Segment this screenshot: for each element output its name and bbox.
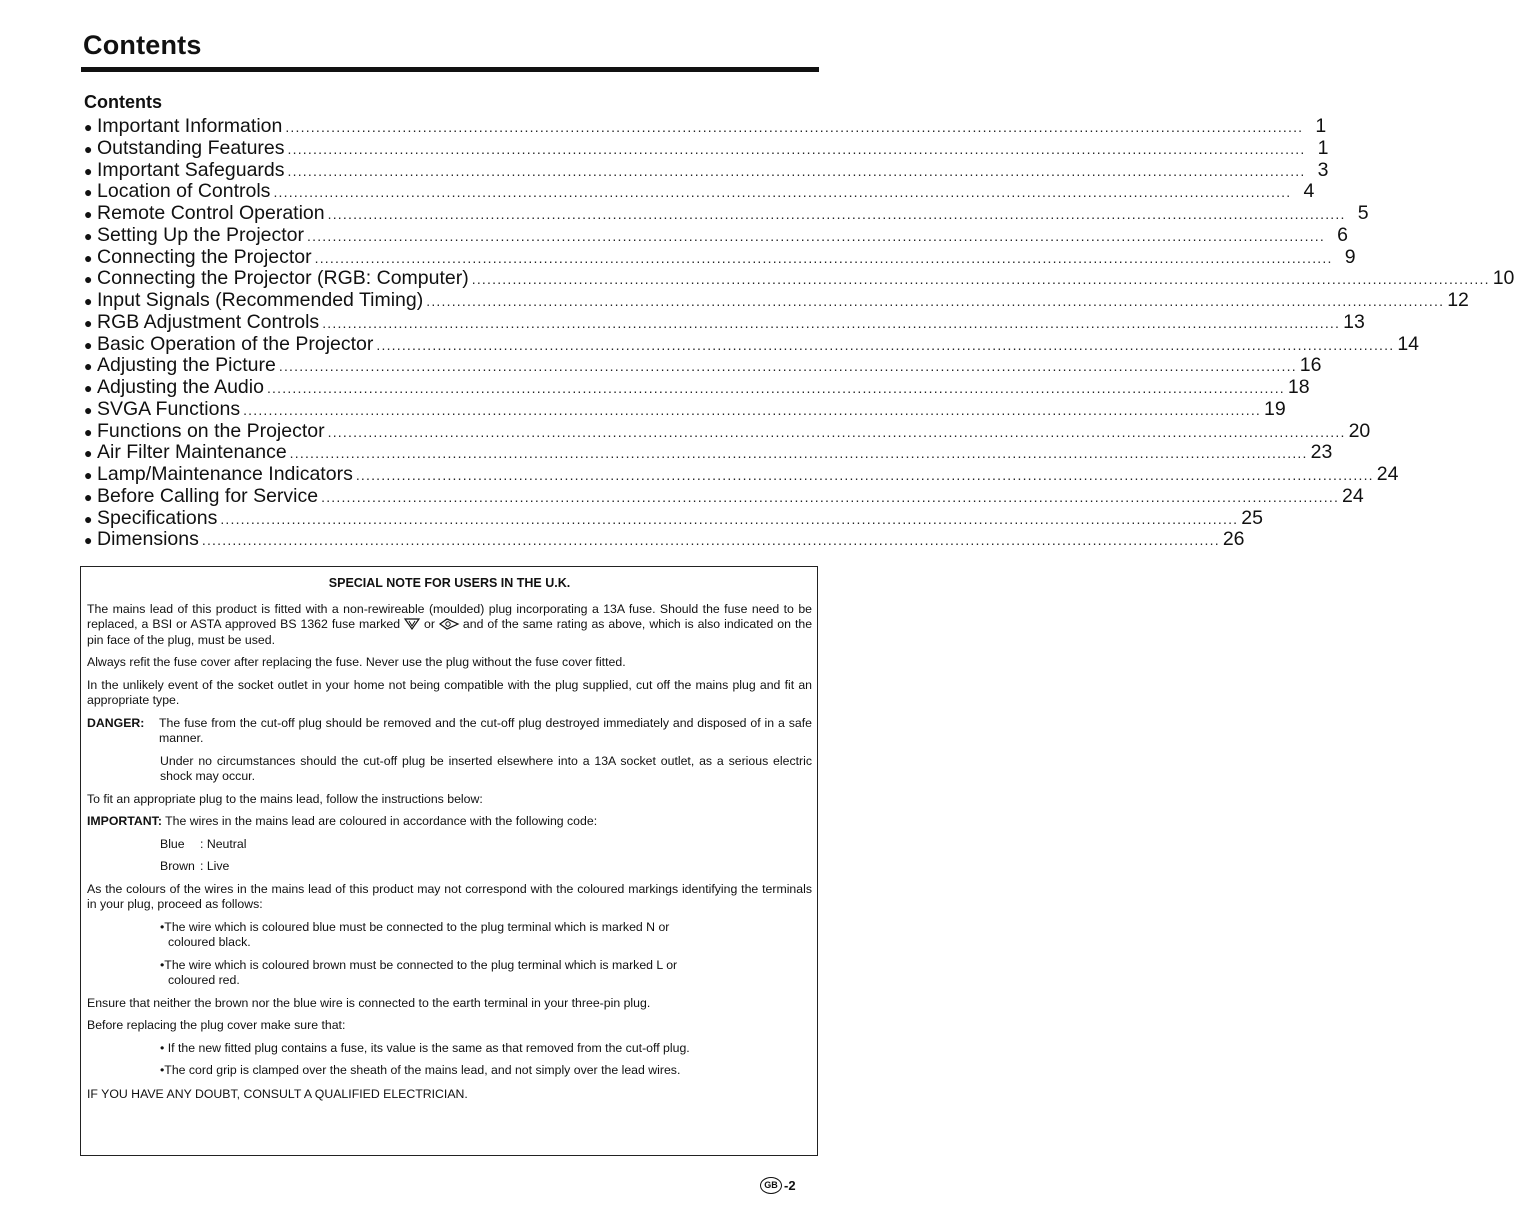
toc-entry-title: Important Safeguards xyxy=(97,158,285,181)
bullet-icon: ● xyxy=(84,314,93,331)
dot-leader: ........................................................................................................................................................................................................ xyxy=(266,380,1285,396)
danger-text-2: Under no circumstances should the cut-off plug be inserted elsewhere into a 13A socket outlet, as a serious electric shock may occur. xyxy=(160,753,812,783)
bullet-icon: ● xyxy=(84,445,93,462)
toc-entry-title: Air Filter Maintenance xyxy=(97,441,287,464)
toc-entry-page: 20 xyxy=(1348,419,1371,442)
dot-leader: ........................................................................................................................................................................................................ xyxy=(322,314,1341,331)
dot-leader: ........................................................................................................................................................................................................ xyxy=(327,423,1346,440)
note-paragraph: Always refit the fuse cover after replacing the fuse. Never use the plug without the fuse cover fitted. xyxy=(87,655,626,669)
dot-leader: ........................................................................................................................................................................................................ xyxy=(426,293,1445,309)
toc-entry-page: 13 xyxy=(1343,310,1365,333)
toc-entry-page: 12 xyxy=(1447,289,1469,311)
toc-entry xyxy=(84,245,1356,269)
toc-entry xyxy=(84,115,1327,138)
toc-entry-page: 26 xyxy=(1222,528,1245,551)
toc-entry-title: Connecting the Projector xyxy=(97,245,312,268)
toc-entry-title: Basic Operation of the Projector xyxy=(97,332,374,355)
dot-leader: ........................................................................................................................................................................................................ xyxy=(355,467,1374,483)
bullet-text: •The wire which is coloured brown must be connected to the plug terminal which is marked L or xyxy=(160,957,678,972)
bullet-text: coloured black. xyxy=(168,935,251,949)
toc-entry-title: Adjusting the Picture xyxy=(97,354,276,377)
dot-leader: ........................................................................................................................................................................................................ xyxy=(220,510,1239,527)
wire-code-brown xyxy=(87,859,812,875)
toc-entry xyxy=(84,136,1329,160)
dot-leader: ........................................................................................................................................................................................................ xyxy=(289,445,1308,462)
bullet-icon: ● xyxy=(84,467,93,483)
bullet-icon: ● xyxy=(84,532,93,549)
bullet-icon: ● xyxy=(84,119,93,135)
note-title: SPECIAL NOTE FOR USERS IN THE U.K. xyxy=(328,576,571,590)
bullet-icon: ● xyxy=(84,488,93,505)
toc-entry-title: Adjusting the Audio xyxy=(97,376,264,398)
toc-entry-title: Lamp/Maintenance Indicators xyxy=(97,463,353,485)
toc-entry-title: RGB Adjustment Controls xyxy=(97,310,320,333)
toc-entry xyxy=(84,463,1399,486)
note-final-warning: IF YOU HAVE ANY DOUBT, CONSULT A QUALIFIED ELECTRICIAN. xyxy=(87,1086,468,1101)
important-label: IMPORTANT: xyxy=(87,814,162,828)
dot-leader: ........................................................................................................................................................................................................ xyxy=(287,162,1306,179)
dot-leader: ........................................................................................................................................................................................................ xyxy=(376,336,1395,353)
bullet-icon: ● xyxy=(84,140,93,157)
bullet-icon: ● xyxy=(84,184,93,201)
toc-entry-page: 14 xyxy=(1397,332,1420,355)
bullet-icon: ● xyxy=(84,293,93,309)
bullet-icon: ● xyxy=(84,380,93,396)
bullet-text: coloured red. xyxy=(168,973,240,987)
bullet-cord-grip: •The cord grip is clamped over the sheath of the mains lead, and not simply over the lead wires. xyxy=(160,1063,681,1077)
toc-entry xyxy=(84,376,1310,399)
bullet-icon: ● xyxy=(84,401,93,418)
toc-entry xyxy=(84,332,1420,356)
wire-colour: Brown xyxy=(160,859,195,873)
danger-text: The fuse from the cut-off plug should be removed and the cut-off plug destroyed immediately and disposed of in a safe manner. xyxy=(159,715,812,745)
bullet-fuse-value: • If the new fitted plug contains a fuse, its value is the same as that removed from the cut-off plug. xyxy=(160,1040,690,1055)
note-paragraph-fuse xyxy=(87,602,812,649)
note-paragraph: As the colours of the wires in the mains lead of this product may not correspond with the coloured markings identifying the terminals in your plug, proceed as follows: xyxy=(87,881,812,911)
toc-entry-page: 23 xyxy=(1310,441,1333,464)
toc-entry-title: Setting Up the Projector xyxy=(97,223,305,246)
bullet-icon: ● xyxy=(84,206,93,222)
dot-leader: ........................................................................................................................................................................................................ xyxy=(287,140,1306,157)
uk-special-note-box xyxy=(80,566,818,1156)
dot-leader: ........................................................................................................................................................................................................ xyxy=(314,249,1333,266)
bullet-icon: ● xyxy=(84,358,93,375)
important-line xyxy=(87,814,812,830)
dot-leader: ........................................................................................................................................................................................................ xyxy=(201,532,1220,549)
toc-entry-page: 24 xyxy=(1376,463,1399,485)
bullet-icon: ● xyxy=(84,271,93,288)
toc-entry xyxy=(84,397,1286,421)
note-paragraph: To fit an appropriate plug to the mains lead, follow the instructions below: xyxy=(87,791,483,806)
toc-entry xyxy=(84,180,1315,203)
toc-entry xyxy=(84,528,1245,551)
dot-leader: ........................................................................................................................................................................................................ xyxy=(278,358,1297,375)
bullet-icon: ● xyxy=(84,336,93,353)
toc-entry xyxy=(84,289,1469,312)
wire-meaning: : Neutral xyxy=(200,836,247,851)
note-paragraph: In the unlikely event of the socket outlet in your home not being compatible with the plug supplied, cut off the mains plug and fit an appropriate type. xyxy=(87,677,812,707)
dot-leader: ........................................................................................................................................................................................................ xyxy=(243,401,1262,418)
toc-entry xyxy=(84,202,1369,225)
bullet-brown-wire xyxy=(87,958,812,989)
toc-entry-title: Location of Controls xyxy=(97,180,271,203)
toc-entry-title: Before Calling for Service xyxy=(97,484,319,507)
toc-entry xyxy=(84,441,1333,464)
toc-entry xyxy=(84,354,1322,377)
toc-entry xyxy=(84,484,1364,508)
dot-leader: ........................................................................................................................................................................................................ xyxy=(327,206,1346,222)
toc-heading: Contents xyxy=(84,92,162,112)
asta-mark-icon xyxy=(404,618,420,630)
table-of-contents xyxy=(84,115,1514,551)
toc-entry-title: Specifications xyxy=(97,506,218,529)
toc-entry-title: Dimensions xyxy=(97,528,199,551)
toc-entry-page: 24 xyxy=(1342,484,1364,507)
toc-entry-page: 19 xyxy=(1264,397,1286,420)
wire-code-blue xyxy=(87,837,812,853)
bullet-icon: ● xyxy=(84,227,93,244)
bullet-icon: ● xyxy=(84,249,93,266)
danger-label: DANGER: xyxy=(87,715,145,730)
toc-entry xyxy=(84,310,1365,334)
bullet-icon: ● xyxy=(84,510,93,527)
toc-entry xyxy=(84,158,1329,182)
note-text: or xyxy=(424,617,435,631)
toc-entry-page: 16 xyxy=(1299,354,1322,377)
toc-entry-page: 3 xyxy=(1317,158,1329,181)
toc-entry-page: 6 xyxy=(1337,223,1348,246)
toc-entry xyxy=(84,506,1263,530)
toc-entry-page: 1 xyxy=(1317,136,1329,159)
page-number xyxy=(760,1177,796,1194)
toc-entry-title: Connecting the Projector (RGB: Computer) xyxy=(97,267,469,290)
toc-entry-page: 9 xyxy=(1344,245,1356,268)
danger-block xyxy=(87,716,812,747)
toc-entry-page: 4 xyxy=(1303,180,1315,203)
dot-leader: ........................................................................................................................................................................................................ xyxy=(321,488,1340,505)
note-paragraph: Ensure that neither the brown nor the blue wire is connected to the earth terminal in your three-pin plug. xyxy=(87,995,651,1010)
heading-rule xyxy=(81,67,819,72)
page-number-text: -2 xyxy=(784,1178,796,1193)
toc-entry-title: Remote Control Operation xyxy=(97,202,325,224)
language-badge: GB xyxy=(760,1177,782,1194)
toc-entry-page: 10 xyxy=(1492,267,1514,290)
toc-entry-page: 5 xyxy=(1357,202,1369,224)
dot-leader: ........................................................................................................................................................................................................ xyxy=(307,227,1325,244)
dot-leader: ........................................................................................................................................................................................................ xyxy=(471,271,1490,288)
note-text: and of the same rating as above, which is also indicated on the pin face of the plug, must be used. xyxy=(87,617,813,647)
note-text: The mains lead of this product is fitted with a non-rewireable (moulded) plug incorporating a 13A fuse. Should the fuse need to be replaced, a BSI or ASTA approved BS 1362 fuse marked xyxy=(87,601,812,631)
wire-meaning: : Live xyxy=(200,859,230,873)
toc-entry-page: 1 xyxy=(1315,115,1327,137)
toc-entry-page: 18 xyxy=(1287,376,1310,398)
wire-colour: Blue xyxy=(160,836,185,851)
toc-entry-title: Important Information xyxy=(97,115,283,137)
toc-entry-page: 25 xyxy=(1241,506,1263,529)
toc-entry xyxy=(84,419,1371,443)
bullet-text: •The wire which is coloured blue must be connected to the plug terminal which is marked N or xyxy=(160,919,670,934)
bullet-icon: ● xyxy=(84,423,93,440)
toc-entry xyxy=(84,223,1348,247)
bullet-icon: ● xyxy=(84,162,93,179)
dot-leader: ........................................................................................................................................................................................................ xyxy=(273,184,1292,201)
toc-entry-title: Functions on the Projector xyxy=(97,419,325,442)
page-title: Contents xyxy=(83,30,202,60)
bsi-kitemark-icon xyxy=(439,618,459,630)
toc-entry-title: Input Signals (Recommended Timing) xyxy=(97,289,424,311)
toc-entry-title: SVGA Functions xyxy=(97,397,241,420)
toc-entry xyxy=(84,267,1514,290)
bullet-blue-wire xyxy=(87,920,812,951)
toc-entry-title: Outstanding Features xyxy=(97,136,285,159)
note-paragraph: Before replacing the plug cover make sure that: xyxy=(87,1018,346,1032)
dot-leader: ........................................................................................................................................................................................................ xyxy=(285,119,1304,135)
important-text: The wires in the mains lead are coloured in accordance with the following code: xyxy=(165,814,598,828)
